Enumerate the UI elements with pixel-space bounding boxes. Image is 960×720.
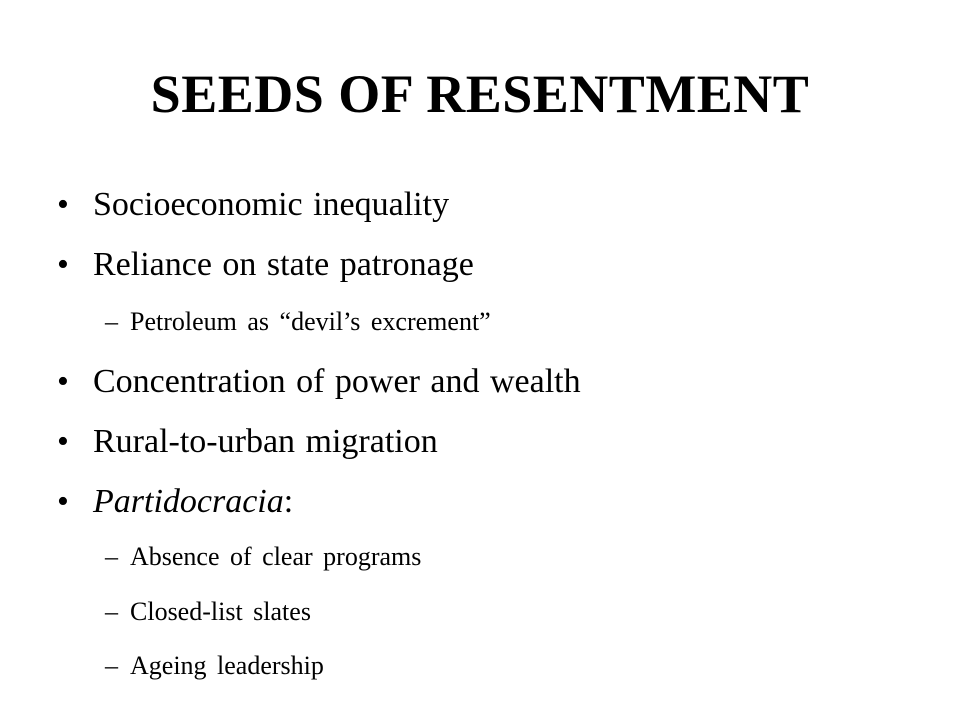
dash-marker: – <box>105 542 118 571</box>
dash-marker: – <box>105 597 118 626</box>
bullet-text <box>93 482 293 522</box>
bullet-text: Reliance on state patronage <box>93 246 474 283</box>
bullet-marker: • <box>57 186 69 223</box>
sub-bullet-text: Petroleum as “devil’s excrement” <box>130 307 491 336</box>
term-suffix: : <box>283 483 294 520</box>
bullet-marker: • <box>57 483 69 520</box>
bullet-marker: • <box>57 246 69 283</box>
bullet-text: Socioeconomic inequality <box>93 186 450 223</box>
dash-marker: – <box>105 651 118 680</box>
sub-bullet-text: Absence of clear programs <box>130 542 422 571</box>
dash-marker: – <box>105 307 118 336</box>
bullet-marker: • <box>57 423 69 460</box>
sub-bullet-text: Closed-list slates <box>130 597 311 626</box>
bullet-text: Rural-to-urban migration <box>93 423 438 460</box>
slide-title: SEEDS OF RESENTMENT <box>150 64 810 124</box>
italic-term: Partidocracia <box>93 483 284 520</box>
bullet-text: Concentration of power and wealth <box>93 363 581 400</box>
sub-bullet-text: Ageing leadership <box>130 651 324 680</box>
bullet-marker: • <box>57 363 69 400</box>
